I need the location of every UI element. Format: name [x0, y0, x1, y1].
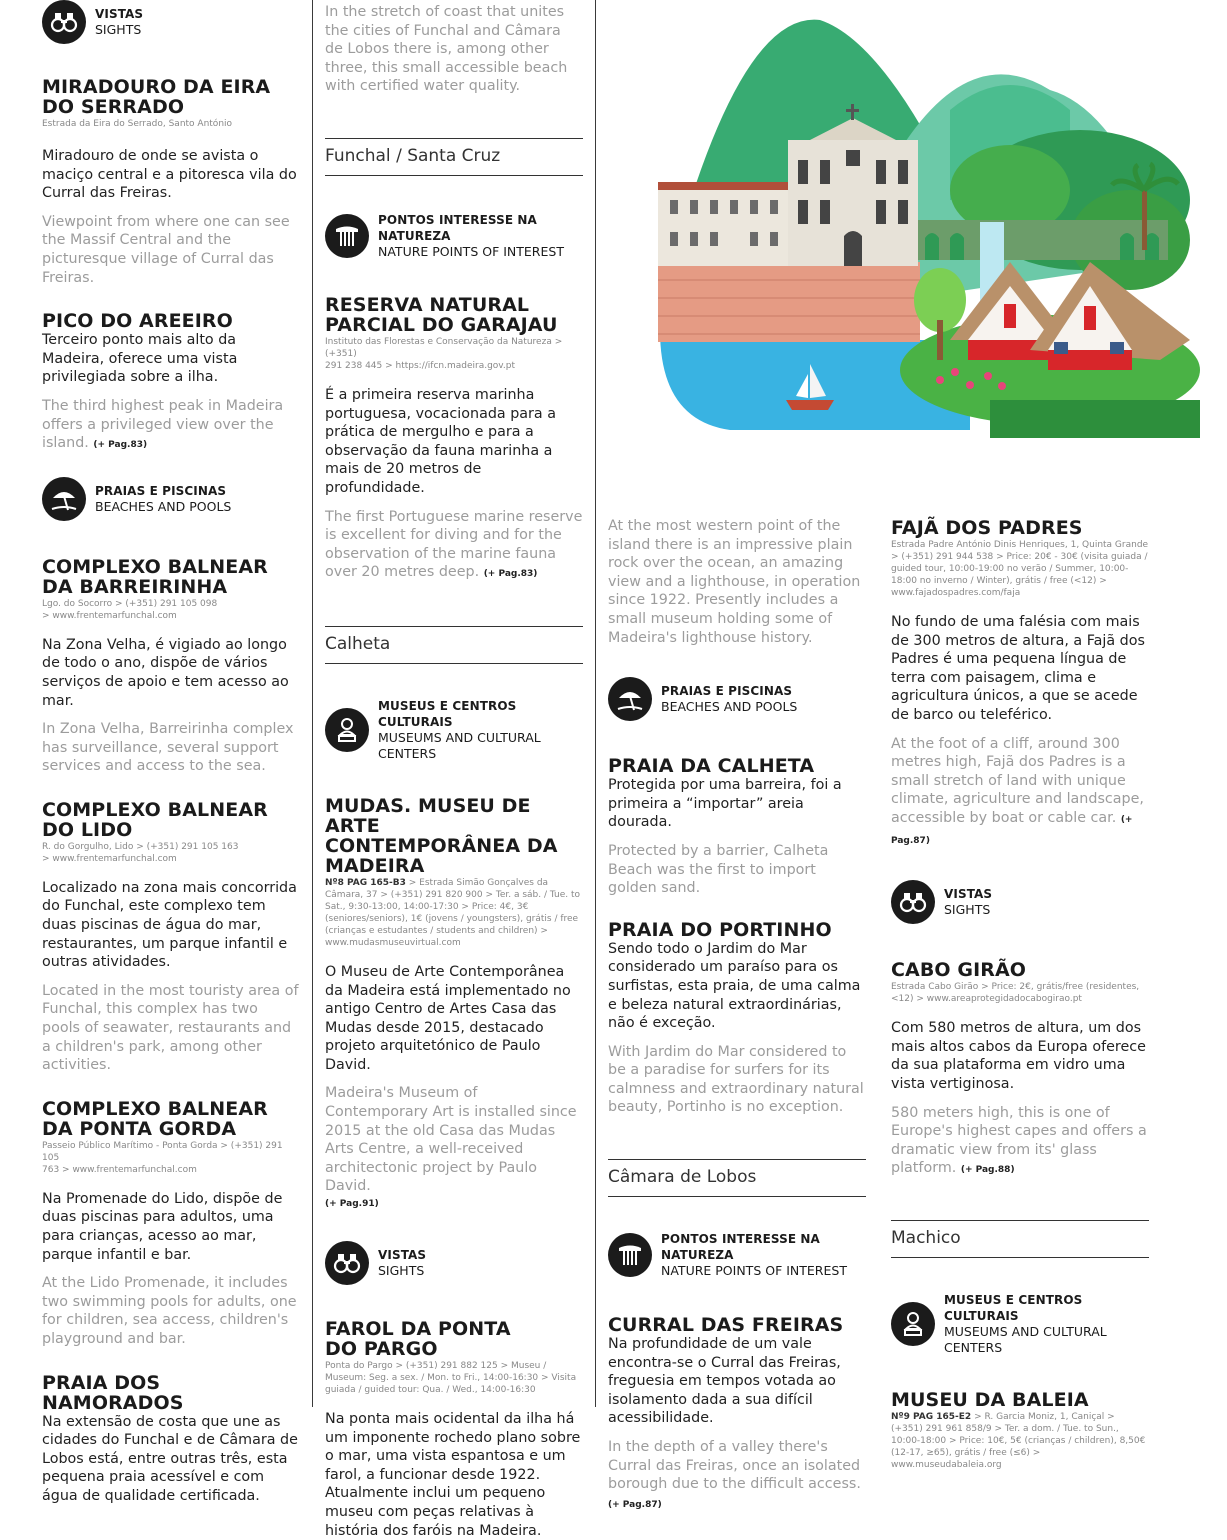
column-1	[42, 0, 300, 1506]
entry-title: PRAIA DO PORTINHO	[608, 918, 832, 941]
category-nature	[325, 212, 583, 260]
entry-text-pt: Na profundidade de um vale encontra-se o Curral das Freiras, freguesia em tempos votada ao isolamento dada a sua difícil acessibilidade.	[608, 1336, 841, 1427]
category-label-en: NATURE POINTS OF INTEREST	[378, 243, 564, 259]
entry-title: RESERVA NATURAL	[325, 293, 530, 316]
entry-text-pt: Na Promenade do Lido, dispõe de duas piscinas para adultos, uma para crianças, acesso ao mar, parque infantil e bar.	[42, 1190, 283, 1263]
entry-museu-baleia	[891, 1390, 1149, 1471]
entry-title: DO SERRADO	[42, 96, 185, 118]
entry-title: COMPLEXO BALNEAR	[42, 798, 268, 821]
entry-text-pt: Na Zona Velha, é vigiado ao longo de todo o ano, dispõe de vários serviços de apoio e tem acesso ao mar.	[42, 636, 289, 709]
entry-address: Lgo. do Socorro > (+351) 291 105 098 > www.frentemarfunchal.com	[42, 598, 218, 621]
entry-title: DO PARGO	[325, 1338, 438, 1361]
entry-text-en: With Jardim do Mar considered to be a paradise for surfers for its calmness and extraordinary natural beauty, Portinho is no exception.	[608, 1043, 864, 1116]
entry-text-en: Viewpoint from where one can see the Massif Central and the picturesque village of Curral das Freiras.	[42, 213, 290, 286]
category-label: VISTAS	[944, 887, 993, 902]
map-reference: Nº9 PAG 165-E2	[891, 1411, 972, 1422]
category-sights	[42, 0, 300, 44]
category-label: PONTOS INTERESSE NA NATUREZA	[378, 212, 537, 243]
category-label-en: SIGHTS	[95, 22, 142, 37]
column-divider	[595, 0, 596, 1407]
page-reference: (+ Pag.83)	[483, 569, 538, 580]
entry-text-en: In the stretch of coast that unites the cities of Funchal and Câmara de Lobos there is, among other three, this small accessible beach with certified water quality.	[325, 4, 568, 95]
entry-title: COMPLEXO BALNEAR	[42, 555, 268, 578]
entry-mudas	[325, 796, 583, 1209]
binoculars-icon	[325, 1241, 369, 1285]
category-label: PRAIAS E PISCINAS	[95, 483, 227, 498]
entry-title: CURRAL DAS FREIRAS	[608, 1314, 844, 1337]
entry-text-pt: Sendo todo o Jardim do Mar considerado um paraíso para os surfistas, esta praia, de uma calma e beleza natural extraordinárias, não é exceção.	[608, 940, 861, 1032]
page-reference: (+ Pag.83)	[93, 440, 148, 451]
entry-text-en: The first Portuguese marine reserve is excellent for diving and for the observation of the marine fauna over 20 metres deep. (+ Pag.83)	[325, 508, 583, 581]
beach-umbrella-icon	[42, 477, 86, 521]
entry-text-pt: No fundo de uma falésia com mais de 300 metros de altura, a Fajã dos Padres é uma pequena língua de terra com paisagem, clima e agricultura únicos, a que se acede de barco ou teleférico.	[891, 614, 1145, 723]
category-label-en: NATURE POINTS OF INTEREST	[661, 1263, 847, 1279]
beach-umbrella-icon	[608, 677, 652, 721]
entry-curral-freiras	[608, 1315, 866, 1514]
category-label-en: MUSEUMS AND CULTURAL CENTERS	[944, 1323, 1107, 1355]
entry-text-pt: Na ponta mais ocidental da ilha há um imponente rochedo plano sobre o mar, uma vista espantosa e um farol, a funcionar desde 1922. Atualmente inclui um pequeno museu com peças relativas à história dos faróis na Madeira.	[325, 1411, 581, 1539]
entry-farol	[325, 1319, 583, 1540]
category-beaches	[42, 477, 300, 521]
entry-namorados	[42, 1373, 300, 1506]
entry-title: DA PONTA GORDA	[42, 1117, 237, 1140]
entry-text-pt: Com 580 metros de altura, um dos mais altos cabos da Europa oferece da sua plataforma em vidro uma vista vertiginosa.	[891, 1020, 1146, 1092]
entry-pico-areeiro	[42, 311, 300, 455]
entry-title: PRAIA DOS NAMORADOS	[42, 1371, 184, 1414]
entry-text-pt: Terceiro ponto mais alto da Madeira, oferece uma vista privilegiada sobre a ilha.	[42, 332, 238, 386]
entry-text-pt: O Museu de Arte Contemporânea da Madeira está implementado no antigo Centro de Artes Casa das Mudas desde 2015, destacado projeto arquitetónico de Paulo David.	[325, 963, 571, 1073]
region-heading: Calheta	[325, 626, 583, 664]
entry-address: Estrada da Eira do Serrado, Santo António	[42, 119, 233, 129]
column-4	[891, 518, 1149, 1471]
map-reference: Nº8 PAG 165-B3	[325, 877, 406, 888]
entry-title: COMPLEXO BALNEAR	[42, 1097, 268, 1120]
entry-title: DO LIDO	[42, 818, 133, 841]
entry-title: DA BARREIRINHA	[42, 575, 228, 598]
entry-text-pt: Na extensão de costa que une as cidades do Funchal e de Câmara de Lobos está, entre outras três, esta pequena praia acessível e com água de qualidade certificada.	[42, 1413, 298, 1504]
entry-text-en: At the Lido Promenade, it includes two swimming pools for adults, one for children, sea access, children's playground and bar.	[42, 1275, 297, 1347]
entry-garajau	[325, 295, 583, 584]
entry-title: MIRADOURO DA EIRA	[42, 76, 271, 98]
column-3	[608, 517, 866, 1514]
entry-address: Ponta do Pargo > (+351) 291 882 125 > Museu / Museum: Seg. a sex. / Mon. to Fri., 14:00-16:30 > Visita guiada / guided tour: Qua. / Wed., 14:00-16:30	[325, 1361, 577, 1396]
entry-title: CONTEMPORÂNEA DA	[325, 834, 558, 857]
category-label-en: SIGHTS	[378, 1263, 425, 1279]
category-label: PRAIAS E PISCINAS	[661, 684, 793, 699]
entry-address: Passeio Público Marítimo - Ponta Gorda > (+351) 291 105 763 > www.frentemarfunchal.com	[42, 1140, 283, 1175]
page-reference: (+ Pag.87)	[608, 1499, 662, 1510]
entry-title: MUSEU DA BALEIA	[891, 1388, 1089, 1411]
entry-ponta-gorda	[42, 1099, 300, 1349]
entry-text-pt: Miradouro de onde se avista o maciço central e a pitoresca vila do Curral das Freiras.	[42, 148, 297, 202]
entry-text-en: Located in the most touristy area of Funchal, this complex has two pools of seawater, restaurants and a children's park, among other activities.	[42, 982, 299, 1074]
column-2	[325, 0, 583, 1540]
category-museums	[891, 1292, 1149, 1356]
entry-praia-calheta	[608, 756, 866, 898]
entry-title: MUDAS. MUSEU DE ARTE	[325, 794, 531, 837]
entry-text-en: In the depth of a valley there's Curral das Freiras, once an isolated borough due to the difficult access. (+ Pag.87)	[608, 1439, 861, 1510]
entry-title: FAROL DA PONTA	[325, 1318, 511, 1341]
column-divider	[312, 0, 313, 1407]
entry-text-en: At the most western point of the island there is an impressive plain rock over the ocean, an amazing view and a lighthouse, in operation since 1922. Presently includes a small museum holding some of Madeira's lighthouse history.	[608, 518, 861, 646]
entry-address: R. do Gorgulho, Lido > (+351) 291 105 163 > www.frentemarfunchal.com	[42, 841, 239, 864]
category-label-en: MUSEUMS AND CULTURAL CENTERS	[378, 729, 541, 761]
page-reference: (+ Pag.87)	[891, 814, 1133, 846]
entry-text-pt: É a primeira reserva marinha portuguesa, vocacionada para a prática de mergulho e para a observação da fauna marinha a mais de 20 metros de profundidade.	[325, 386, 556, 496]
entry-address: Nº8 PAG 165-B3 > Estrada Simão Gonçalves da Câmara, 37 > (+351) 291 820 900 > Ter. a sáb. / Tue. to Sat., 9:30-13:00, 14:00-17:30 > Price: 4€, 3€ (seniores/seniors), 1€ (jovens / youngsters), grátis / free (crianças e estudantes / students and children) > www.mudasmuseuvirtual.com	[325, 877, 580, 948]
entry-praia-portinho	[608, 920, 866, 1117]
category-museums	[325, 698, 583, 762]
entry-lido	[42, 800, 300, 1075]
waterfall-icon	[325, 214, 369, 258]
entry-address: Estrada Cabo Girão > Price: 2€, grátis/free (residentes, <12) > www.areaprotegidadocabogirao.pt	[891, 982, 1140, 1005]
entry-faja-padres	[891, 518, 1149, 850]
category-label: VISTAS	[378, 1248, 427, 1263]
entry-title: MADEIRA	[325, 854, 425, 877]
entry-cabo-girao	[891, 960, 1149, 1180]
category-nature	[608, 1231, 866, 1279]
madeira-illustration	[650, 0, 1200, 440]
category-label: MUSEUS E CENTROS CULTURAIS	[378, 698, 517, 729]
entry-address: Nº9 PAG 165-E2 > R. Garcia Moniz, 1, Caniçal > (+351) 291 961 858/9 > Ter. a dom. / Tue. to Sun., 10:00-18:00 > Price: 10€, 5€ (crianças / children), 8,50€ (12-17, ≥65), grátis / free (≤6) > www.museudabaleia.org	[891, 1411, 1146, 1470]
entry-title: PICO DO AREEIRO	[42, 310, 233, 333]
page-reference: (+ Pag.91)	[325, 1199, 379, 1210]
category-sights	[891, 880, 1149, 924]
category-label-en: SIGHTS	[944, 902, 991, 918]
bust-statue-icon	[891, 1302, 935, 1346]
entry-text-en: The third highest peak in Madeira offers a privileged view over the island. (+ Pag.83)	[42, 397, 284, 452]
entry-title: FAJÃ DOS PADRES	[891, 517, 1083, 539]
entry-text-en: At the foot of a cliff, around 300 metres high, Fajã dos Padres is a small stretch of land with unique climate, agriculture and landscape, accessible by boat or cable car. (+ Pag.87)	[891, 735, 1144, 846]
waterfall-icon	[608, 1233, 652, 1277]
entry-address: Instituto das Florestas e Conservação da Natureza > (+351) 291 238 445 > https://ifcn.madeira.gov.pt	[325, 336, 563, 371]
entry-miradouro-eira	[42, 77, 300, 287]
binoculars-icon	[891, 880, 935, 924]
region-heading: Funchal / Santa Cruz	[325, 138, 583, 176]
entry-text-en: Protected by a barrier, Calheta Beach was the first to import golden sand.	[608, 842, 829, 897]
entry-text-en: Madeira's Museum of Contemporary Art is installed since 2015 at the old Casa das Mudas Arts Centre, a well-received architectonic project by Paulo David.	[325, 1085, 577, 1195]
category-sights	[325, 1241, 583, 1285]
entry-text-pt: Localizado na zona mais concorrida do Funchal, este complexo tem duas piscinas de água do mar, restaurantes, um parque infantil e outras atividades.	[42, 879, 297, 971]
entry-title: PRAIA DA CALHETA	[608, 755, 815, 778]
entry-text-en: 580 meters high, this is one of Europe's highest capes and offers a dramatic view from its' glass platform. (+ Pag.88)	[891, 1104, 1147, 1177]
category-label: PONTOS INTERESSE NA NATUREZA	[661, 1232, 820, 1263]
category-label-en: BEACHES AND POOLS	[95, 498, 232, 514]
entry-address: Estrada Padre António Dinis Henriques, 1, Quinta Grande > (+351) 291 944 538 > Price: 20€ - 30€ (visita guiada / guided tour, 10:00-19:00 no verão / Summer, 10:00-18:00 no inverno / Winter), grátis / free (<12) > www.fajadospadres.com/faja	[891, 540, 1149, 598]
category-label-en: BEACHES AND POOLS	[661, 699, 798, 715]
region-heading: Machico	[891, 1220, 1149, 1258]
category-label: MUSEUS E CENTROS CULTURAIS	[944, 1292, 1083, 1323]
entry-text-en: In Zona Velha, Barreirinha complex has surveillance, several support services and access to the sea.	[42, 721, 294, 775]
region-heading: Câmara de Lobos	[608, 1159, 866, 1197]
entry-text-pt: Protegida por uma barreira, foi a primeira a “importar” areia dourada.	[608, 777, 842, 831]
entry-barreirinha	[42, 557, 300, 776]
category-beaches	[608, 677, 866, 721]
binoculars-icon	[42, 0, 86, 44]
bust-statue-icon	[325, 708, 369, 752]
page-reference: (+ Pag.88)	[960, 1165, 1015, 1176]
entry-title: PARCIAL DO GARAJAU	[325, 313, 558, 336]
entry-title: CABO GIRÃO	[891, 959, 1027, 982]
category-label: VISTAS	[95, 7, 144, 21]
